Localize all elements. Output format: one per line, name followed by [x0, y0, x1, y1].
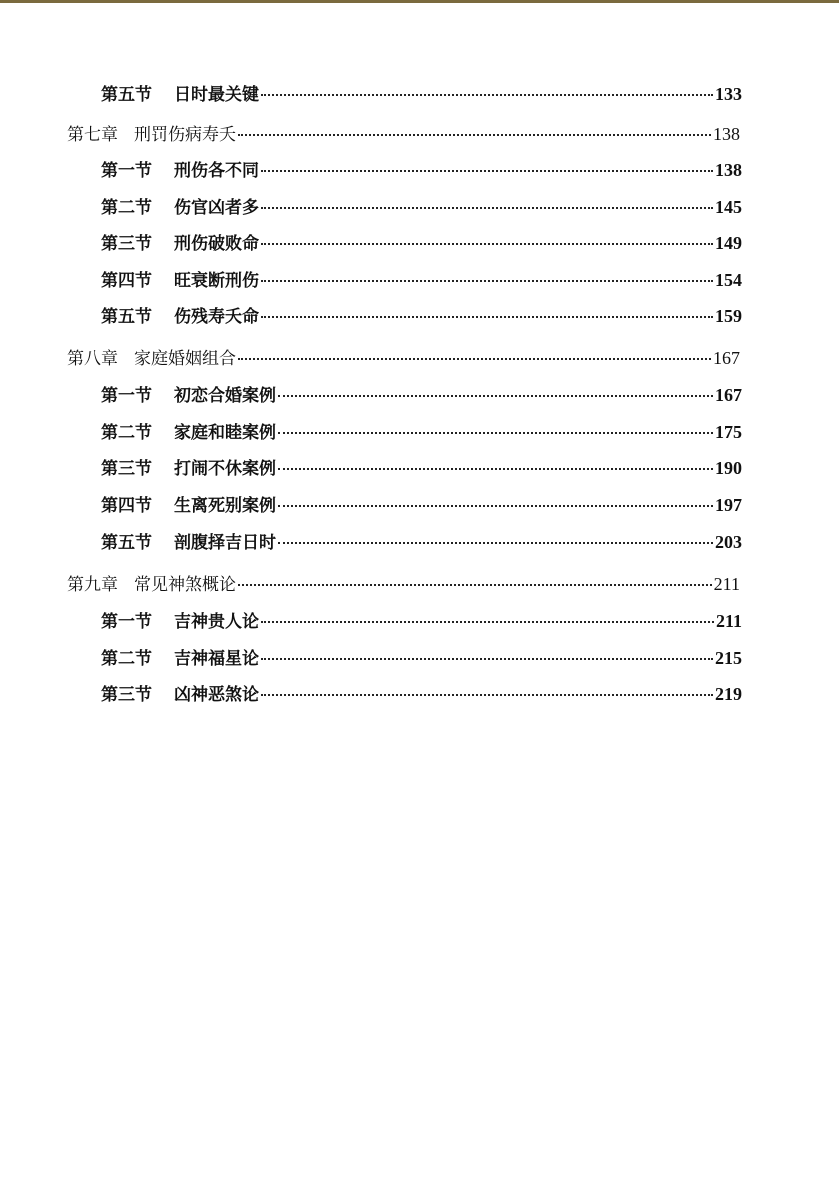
toc-chapter-page: 211	[713, 574, 740, 594]
toc-entry-title: 吉神贵人论	[174, 612, 259, 632]
toc-entry[interactable]	[101, 418, 742, 448]
dot-leader	[261, 694, 713, 696]
toc-entry-label: 第二节	[101, 423, 152, 443]
toc-entry-title: 凶神恶煞论	[174, 685, 259, 705]
toc-entry-label: 第三节	[101, 234, 152, 254]
toc-entry-page: 154	[715, 270, 742, 290]
toc-chapter[interactable]	[67, 570, 740, 600]
toc-entry[interactable]	[101, 381, 742, 411]
toc-entry[interactable]	[101, 607, 742, 637]
toc-entry-title: 伤官凶者多	[174, 198, 259, 218]
toc-entry-page: 149	[715, 233, 742, 253]
toc-chapter-title: 刑罚伤病寿夭	[134, 125, 236, 145]
toc-entry-page: 219	[715, 684, 742, 704]
toc-chapter[interactable]	[67, 344, 740, 374]
dot-leader	[261, 170, 713, 172]
toc-entry[interactable]	[101, 302, 742, 332]
toc-entry-page: 190	[715, 458, 742, 478]
toc-entry[interactable]	[101, 266, 742, 296]
toc-entry-label: 第一节	[101, 386, 152, 406]
toc-entry[interactable]	[101, 680, 742, 710]
top-border-line	[0, 0, 839, 3]
toc-entry-title: 旺衰断刑伤	[174, 271, 259, 291]
dot-leader	[261, 94, 713, 96]
toc-entry[interactable]	[101, 229, 742, 259]
dot-leader	[261, 243, 713, 245]
dot-leader	[238, 358, 711, 360]
dot-leader	[278, 395, 713, 397]
dot-leader	[261, 658, 713, 660]
toc-entry-title: 吉神福星论	[174, 649, 259, 669]
toc-entry-page: 167	[715, 385, 742, 405]
toc-chapter-label: 第七章	[67, 125, 118, 145]
dot-leader	[261, 316, 713, 318]
toc-entry[interactable]	[101, 156, 742, 186]
toc-entry-label: 第三节	[101, 685, 152, 705]
toc-entry-page: 159	[715, 306, 742, 326]
dot-leader	[238, 584, 712, 586]
toc-entry-page: 145	[715, 197, 742, 217]
dot-leader	[261, 207, 713, 209]
toc-entry-label: 第五节	[101, 85, 152, 105]
dot-leader	[278, 505, 713, 507]
toc-entry-label: 第一节	[101, 161, 152, 181]
toc-entry-title: 刑伤各不同	[174, 161, 259, 181]
toc-chapter-label: 第八章	[67, 349, 118, 369]
toc-entry-page: 133	[715, 84, 742, 104]
toc-entry-label: 第二节	[101, 649, 152, 669]
toc-entry-label: 第四节	[101, 271, 152, 291]
toc-entry-page: 138	[715, 160, 742, 180]
toc-entry[interactable]	[101, 454, 742, 484]
toc-entry[interactable]	[101, 644, 742, 674]
toc-entry-title: 伤残寿夭命	[174, 307, 259, 327]
toc-entry-title: 家庭和睦案例	[174, 423, 276, 443]
toc-entry-title: 打闹不休案例	[174, 459, 276, 479]
toc-entry-label: 第五节	[101, 307, 152, 327]
toc-entry-title: 日时最关键	[174, 85, 259, 105]
toc-entry-label: 第一节	[101, 612, 152, 632]
toc-entry-label: 第三节	[101, 459, 152, 479]
toc-chapter[interactable]	[67, 120, 740, 150]
toc-entry-label: 第二节	[101, 198, 152, 218]
dot-leader	[261, 280, 713, 282]
toc-entry-page: 197	[715, 495, 742, 515]
dot-leader	[238, 134, 711, 136]
toc-chapter-page: 167	[713, 348, 740, 368]
toc-entry-title: 刑伤破败命	[174, 234, 259, 254]
toc-entry[interactable]	[101, 491, 742, 521]
toc-chapter-title: 家庭婚姻组合	[134, 349, 236, 369]
toc-entry[interactable]	[101, 80, 742, 110]
dot-leader	[278, 432, 713, 434]
toc-chapter-title: 常见神煞概论	[134, 575, 236, 595]
toc-entry-page: 215	[715, 648, 742, 668]
toc-entry-page: 211	[715, 611, 742, 631]
toc-entry-label: 第五节	[101, 533, 152, 553]
toc-entry-page: 175	[715, 422, 742, 442]
toc-chapter-label: 第九章	[67, 575, 118, 595]
toc-entry[interactable]	[101, 193, 742, 223]
toc-chapter-page: 138	[713, 124, 740, 144]
toc-entry-label: 第四节	[101, 496, 152, 516]
toc-entry-title: 生离死别案例	[174, 496, 276, 516]
toc-entry-page: 203	[715, 532, 742, 552]
toc-entry-title: 剖腹择吉日时	[174, 533, 276, 553]
dot-leader	[278, 468, 713, 470]
dot-leader	[261, 621, 714, 623]
toc-entry[interactable]	[101, 528, 742, 558]
toc-entry-title: 初恋合婚案例	[174, 386, 276, 406]
dot-leader	[278, 542, 713, 544]
